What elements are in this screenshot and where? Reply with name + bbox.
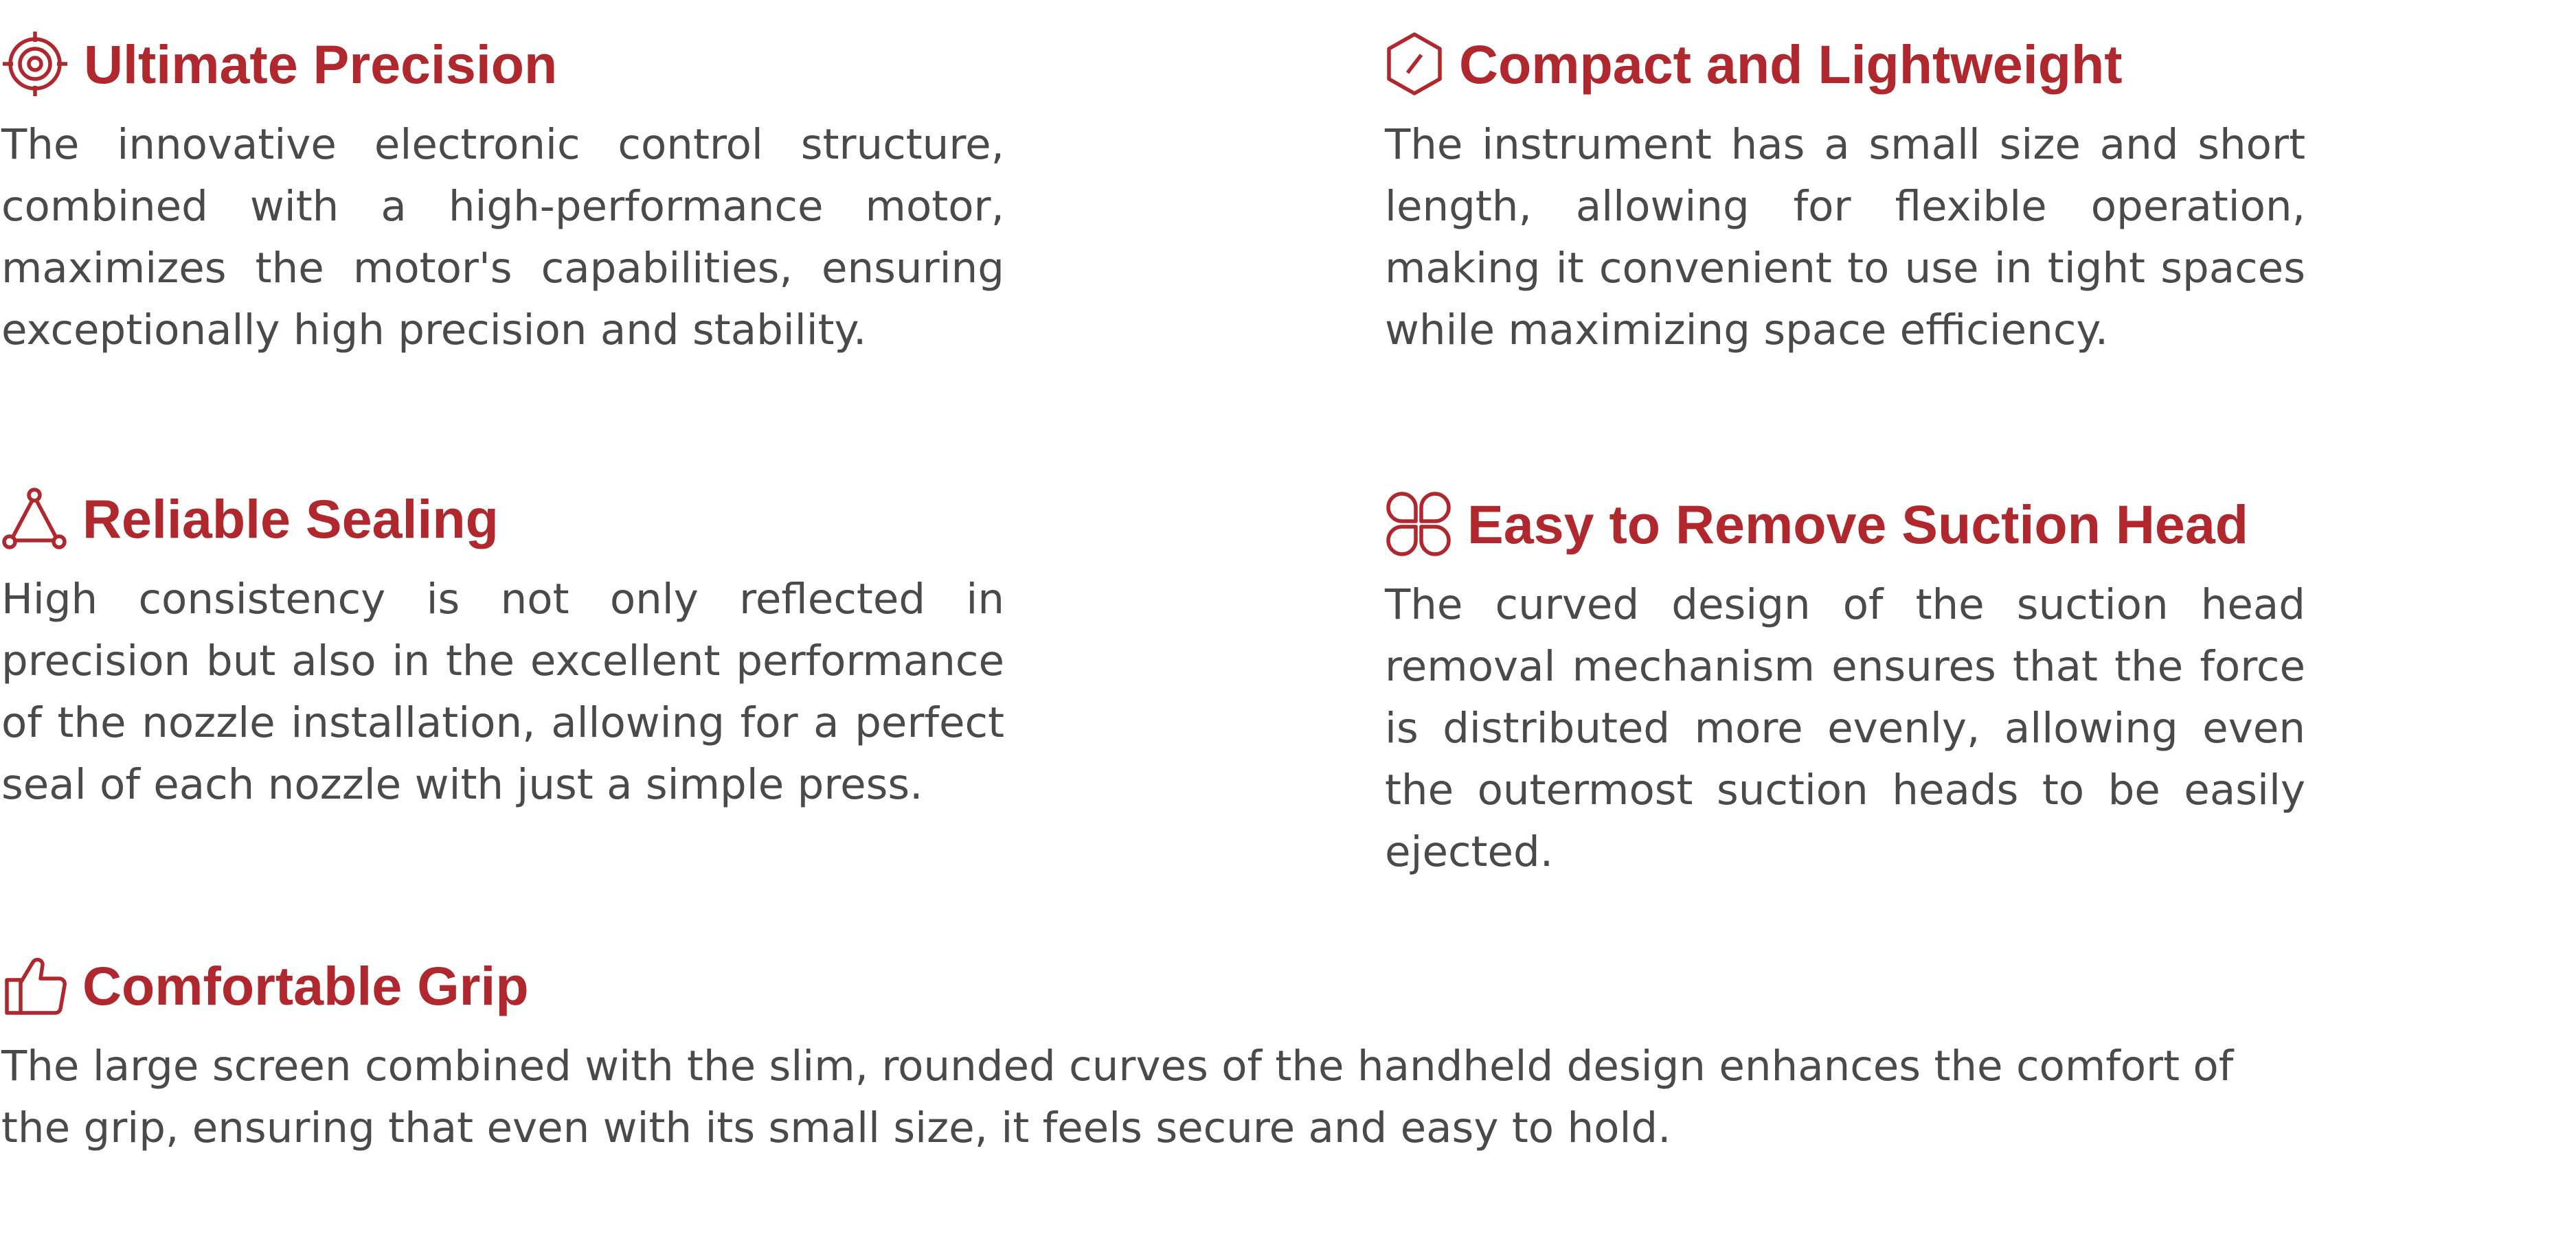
feature-header (1, 26, 1004, 102)
feature-title: Easy to Remove Suction Head (1467, 493, 2249, 555)
hexagon-icon (1385, 30, 1444, 98)
feature-description: The innovative electronic control structure, combined with a high-performance motor, maximizes the motor's capabilities, ensuring exceptionally high precision and stability. (1, 120, 1004, 354)
feature-description: The large screen combined with the slim, rounded curves of the handheld design enhances the comfort of the grip, ensuring that even with its small size, it feels secure and easy to hold. (1, 1042, 2234, 1152)
feature-title: Ultimate Precision (84, 33, 558, 95)
feature-easy-remove-suction-head (1385, 486, 2305, 883)
feature-header (1385, 486, 2305, 562)
feature-description: The instrument has a small size and short length, allowing for flexible operation, making it convenient to use in tight spaces while maximizing space efficiency. (1385, 120, 2305, 354)
feature-description: The curved design of the suction head removal mechanism ensures that the force is distributed more evenly, allowing even the outermost suction heads to be easily ejected. (1385, 580, 2305, 876)
feature-header (1385, 26, 2305, 102)
feature-title: Comfortable Grip (82, 955, 529, 1016)
feature-description: High consistency is not only reflected in precision but also in the excellent performance of the nozzle installation, allowing for a perfect seal of each nozzle with just a simple press. (1, 575, 1004, 809)
feature-reliable-sealing (1, 481, 1004, 816)
triangle-nodes-icon (1, 487, 67, 550)
feature-ultimate-precision (1, 26, 1004, 361)
thumbs-up-icon (1, 952, 67, 1018)
feature-comfortable-grip (1, 948, 2309, 1159)
four-petal-icon (1385, 490, 1452, 558)
feature-title: Compact and Lightweight (1459, 33, 2123, 95)
feature-title: Reliable Sealing (82, 488, 499, 549)
feature-header (1, 948, 2309, 1023)
target-icon (1, 30, 69, 98)
feature-header (1, 481, 1004, 556)
feature-compact-lightweight (1385, 26, 2305, 361)
